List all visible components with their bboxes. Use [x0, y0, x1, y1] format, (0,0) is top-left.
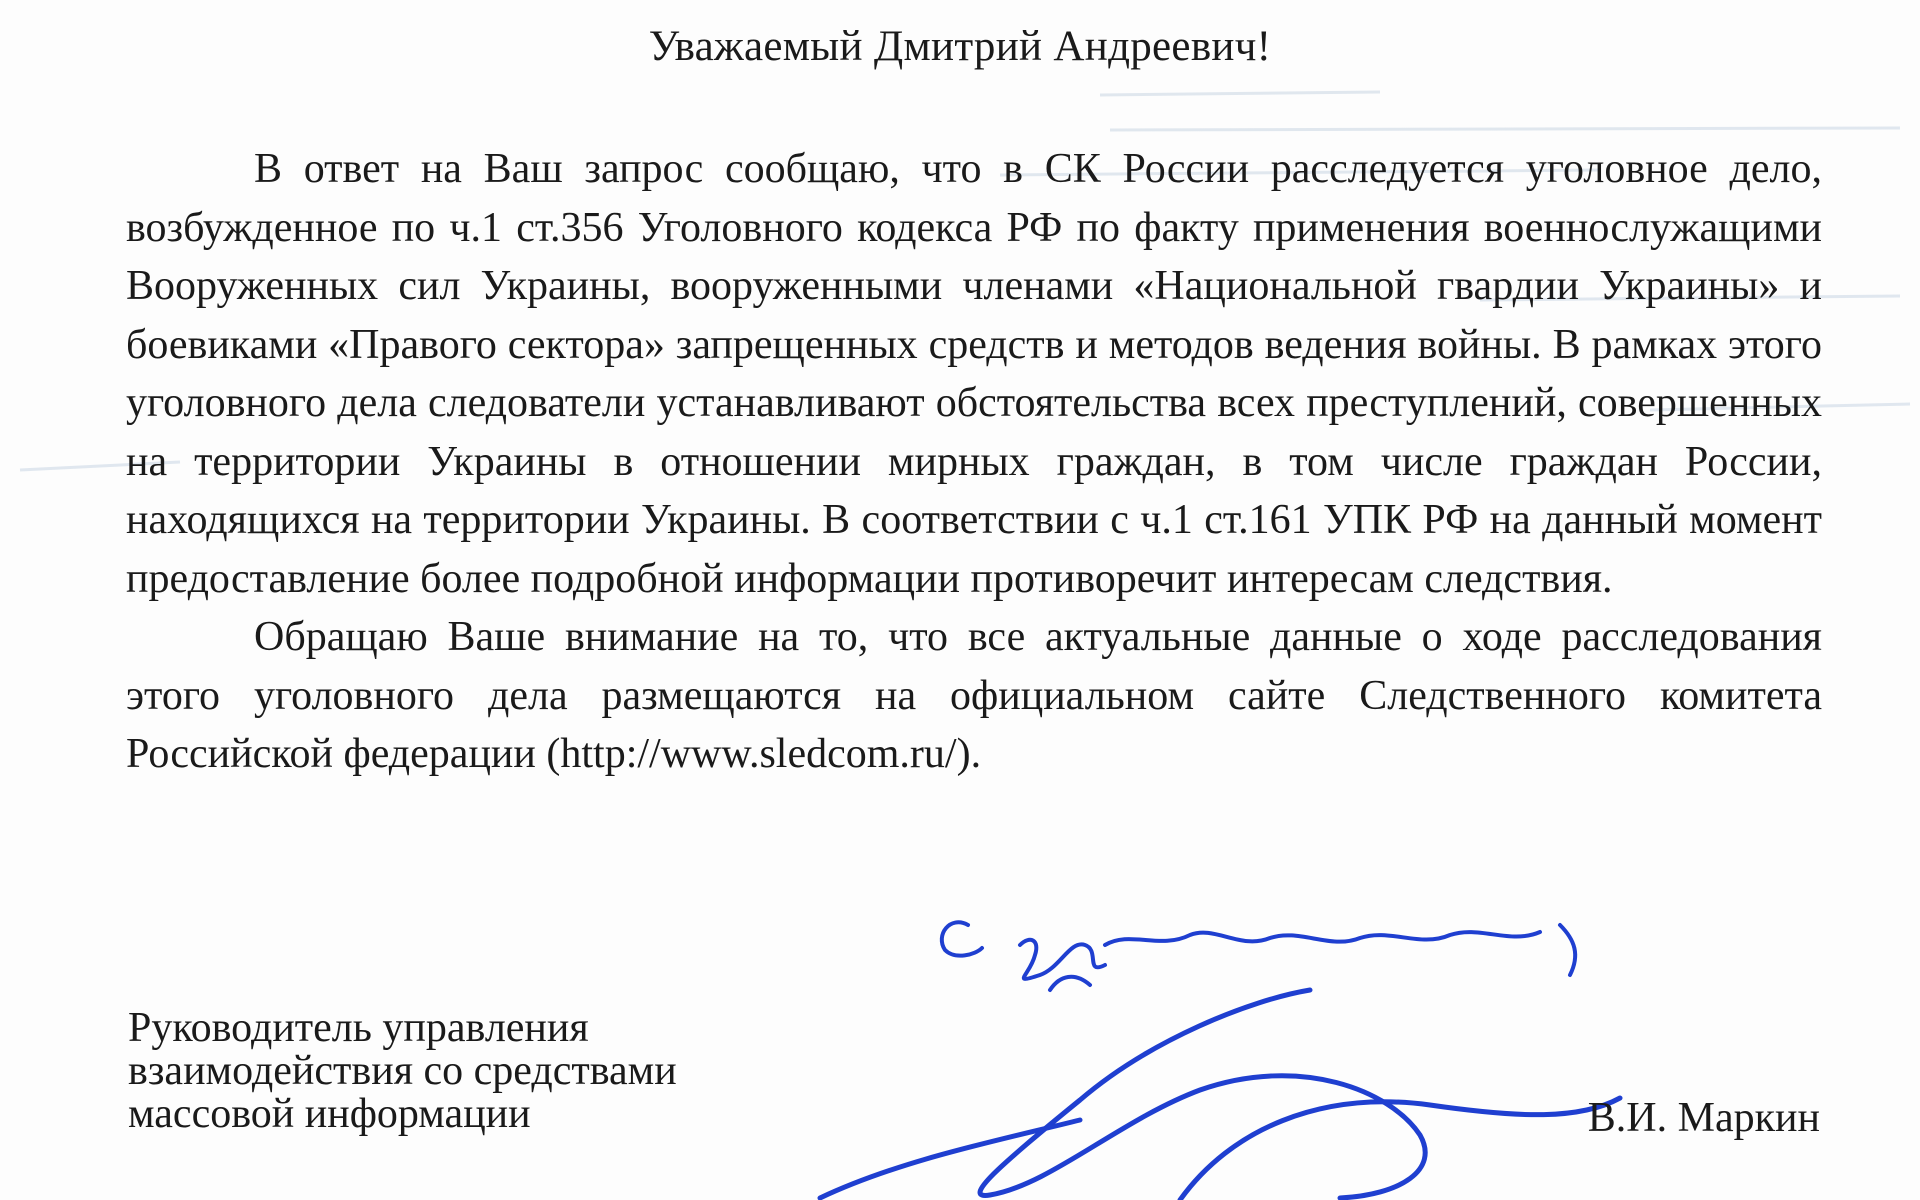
handwritten-closing [942, 922, 1575, 990]
signer-name: В.И. Маркин [1587, 1095, 1820, 1141]
signer-title [128, 1007, 677, 1136]
signature-flourish [820, 990, 1620, 1200]
letter-body [126, 140, 1822, 784]
body-paragraph: В ответ на Ваш запрос сообщаю, что в СК России расследуется уголовное дело, возбужденное по ч.1 ст.356 Уголовного кодекса РФ по факту применения военнослужащими Вооруженных сил Украины, вооруженными членами «Национальной гвардии Украины» и боевиками «Правого сектора» запрещенных средств и методов ведения войны. В рамках этого уголовного дела следователи устанавливают обстоятельства всех преступлений, совершенных на территории Украины в отношении мирных граждан, в том числе граждан России, находящихся на территории Украины. В соответствии с ч.1 ст.161 УПК РФ на данный момент предоставление более подробной информации противоречит интересам следствия. [126, 146, 1822, 602]
signer-title-line: массовой информации [128, 1091, 531, 1137]
body-paragraph: Обращаю Ваше внимание на то, что все актуальные данные о ходе расследования этого уголовного дела размещаются на официальном сайте Следственного комитета Российской федерации (http://www.sledcom.ru/). [126, 614, 1822, 777]
signer-title-line: Руководитель управления [128, 1005, 589, 1051]
signer-title-line: взаимодействия со средствами [128, 1048, 677, 1094]
salutation: Уважаемый Дмитрий Андреевич! [648, 23, 1272, 70]
